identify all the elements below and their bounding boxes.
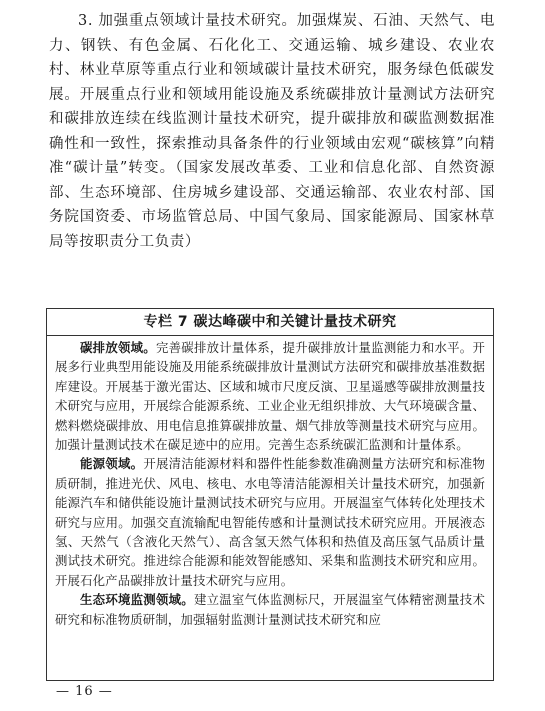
box-section-eco-monitoring [55, 590, 485, 629]
section-text: 开展清洁能源材料和器件性能参数准确测量方法研究和标准物质研制，推进光伏、风电、核电、水电等清洁能源相关计量技术研究，加强新能源汽车和储供能设施计量测试技术研究与应用。开展温室气体转化处理技术研究与应用。加强交直流输配电智能传感和计量测试技术研究应用。开展液态氢、天然气（含液化天然气）、高含氢天然气体积和热值及高压氢气品质计量测试技术研究。推进综合能源和能效智能感知、采集和监测技术研究和应用。开展石化产品碳排放计量技术研究与应用。 [55, 456, 486, 588]
page-number: — 16 — [56, 684, 113, 699]
section-lead: 生态环境监测领域。 [80, 592, 194, 608]
box-section-carbon-emission [55, 338, 485, 454]
main-paragraph: 3. 加强重点领域计量技术研究。加强煤炭、石油、天然气、电力、钢铁、有色金属、石化化工、交通运输、城乡建设、农业农村、林业草原等重点行业和领域碳计量技术研究，服务绿色低碳发展。开展重点行业和领域用能设施及系统碳排放计量测试方法研究和碳排放连续在线监测计量技术研究，提升碳排放和碳监测数据准确性和一致性，探索推动具备条件的行业领域由宏观“碳核算”向精准“碳计量”转变。（国家发展改革委、工业和信息化部、自然资源部、生态环境部、住房城乡建设部、交通运输部、农业农村部、国务院国资委、市场监管总局、中国气象局、国家能源局、国家林草局等按职责分工负责） [49, 13, 495, 250]
box-section-energy [55, 454, 485, 590]
box-title: 专栏 7 碳达峰碳中和关键计量技术研究 [47, 309, 493, 336]
section-text: 完善碳排放计量体系，提升碳排放计量监测能力和水平。开展多行业典型用能设施及用能系统碳排放计量测试方法研究和碳排放基准数据库建设。开展基于激光雷达、区域和城市尺度反演、卫星遥感等碳排放测量技术研究与应用，开展综合能源系统、工业企业无组织排放、大气环境碳含量、燃料燃烧碳排放、用电信息推算碳排放量、烟气排放等测量技术研究与应用。加强计量测试技术在碳足迹中的应用。完善生态系统碳汇监测和计量体系。 [55, 340, 485, 453]
box-body [47, 336, 493, 629]
section-lead: 能源领域。 [80, 456, 144, 472]
section-text: 建立温室气体监测标尺，开展温室气体精密测量技术研究和标准物质研制，加强辐射监测计量测试技术研究和应 [55, 592, 485, 627]
special-column-box [46, 308, 494, 681]
section-lead: 碳排放领域。 [80, 340, 156, 355]
